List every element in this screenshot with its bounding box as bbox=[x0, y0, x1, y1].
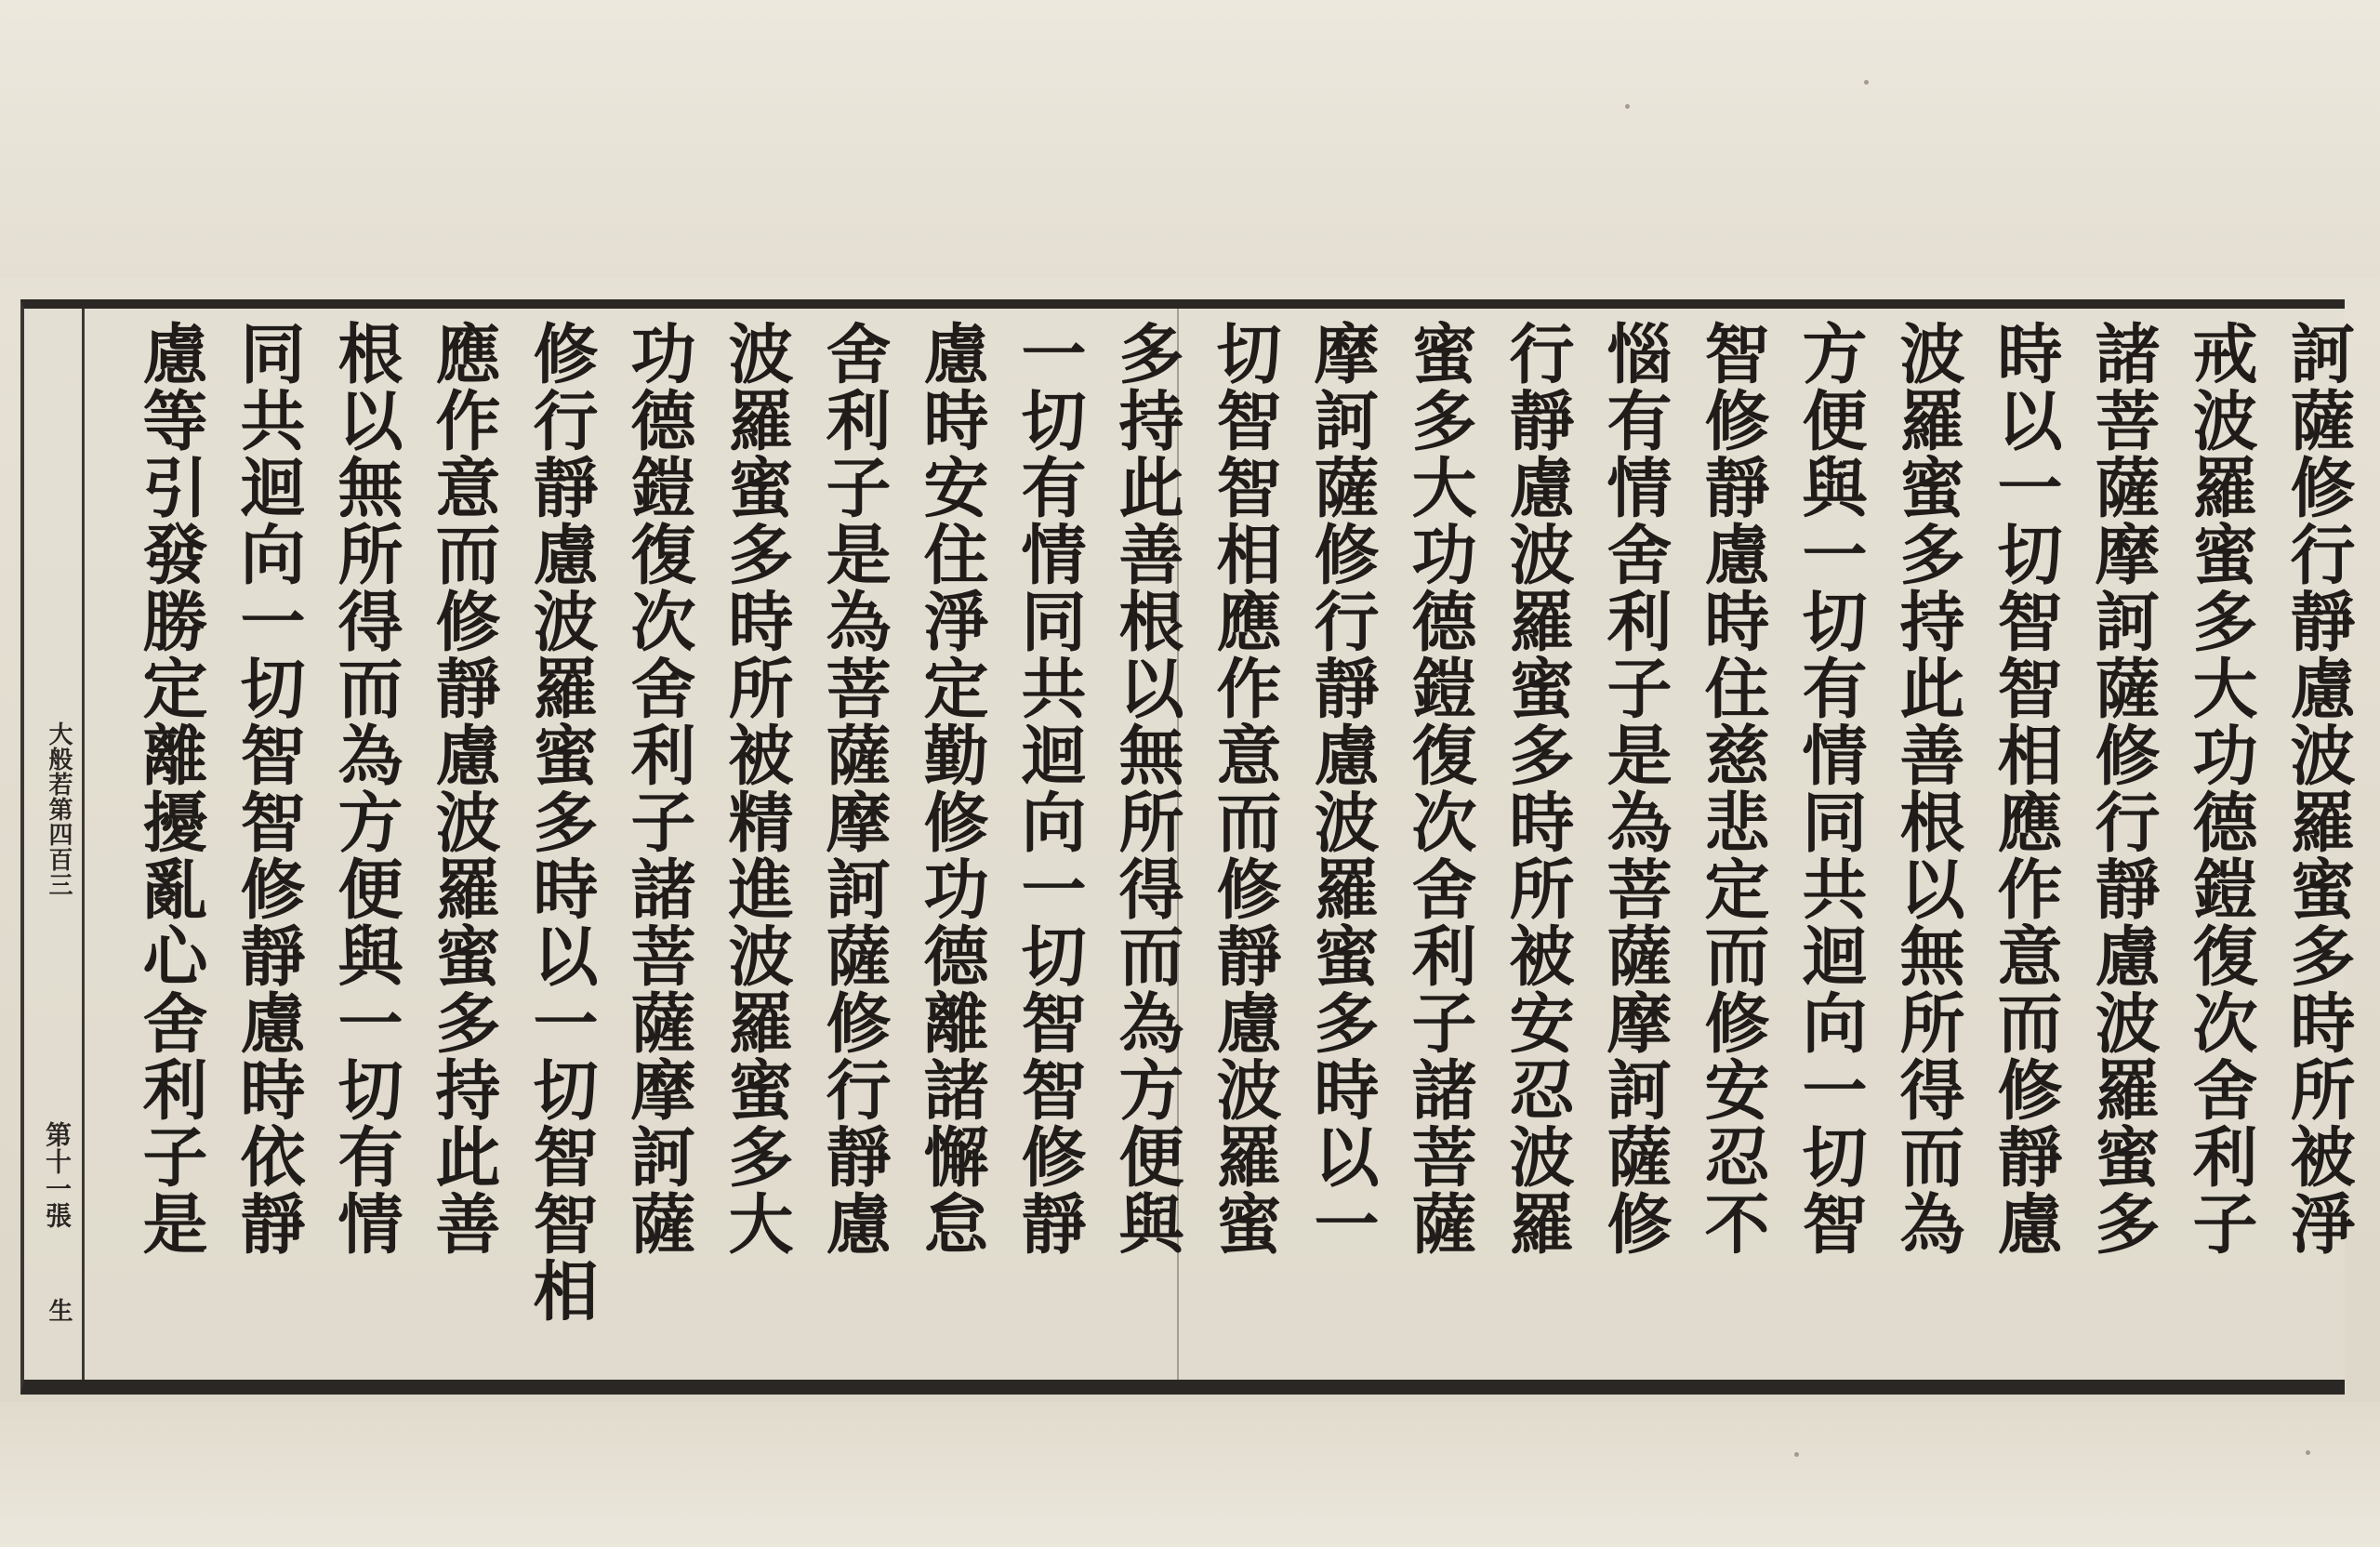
text-column: 根以無所得而為方便與一切有情 bbox=[327, 320, 404, 1257]
text-column: 諸菩薩摩訶薩修行靜慮波羅蜜多 bbox=[2084, 320, 2162, 1257]
text-column: 行靜慮波羅蜜多時所被安忍波羅 bbox=[1499, 320, 1576, 1257]
text-column: 慮等引發勝定離擾亂心舍利子是 bbox=[132, 320, 209, 1257]
ink-speck bbox=[1794, 1452, 1799, 1457]
margin-page-number: 第十一張 bbox=[42, 1121, 73, 1229]
top-blank-paper bbox=[0, 0, 2380, 279]
text-column: 切智智相應作意而修靜慮波羅蜜 bbox=[1206, 320, 1283, 1257]
text-column: 波羅蜜多時所被精進波羅蜜多大 bbox=[718, 320, 795, 1257]
text-column: 方便與一切有情同共迴向一切智 bbox=[1792, 320, 1869, 1257]
ink-speck bbox=[1625, 104, 1630, 109]
printed-text-frame bbox=[20, 299, 2357, 1395]
ink-speck bbox=[2306, 1450, 2310, 1455]
text-column: 惱有情舍利子是為菩薩摩訶薩修 bbox=[1596, 320, 1673, 1257]
text-column: 訶薩修行靜慮波羅蜜多時所被淨 bbox=[2280, 320, 2357, 1257]
text-column: 慮時安住淨定勤修功德離諸懈怠 bbox=[913, 320, 990, 1257]
margin-title-note: 大般若第四百三 bbox=[45, 721, 73, 897]
text-column: 舍利子是為菩薩摩訶薩修行靜慮 bbox=[815, 320, 892, 1257]
text-column: 修行靜慮波羅蜜多時以一切智智相 bbox=[522, 320, 600, 1324]
ink-speck bbox=[1864, 80, 1869, 85]
sutra-text-block bbox=[24, 309, 2367, 1378]
text-column: 同共迴向一切智智修靜慮時依靜 bbox=[230, 320, 307, 1257]
text-column: 波羅蜜多持此善根以無所得而為 bbox=[1889, 320, 1966, 1257]
text-column: 多持此善根以無所得而為方便與 bbox=[1108, 320, 1185, 1257]
text-column: 應作意而修靜慮波羅蜜多持此善 bbox=[425, 320, 502, 1257]
bottom-blank-paper bbox=[0, 1402, 2380, 1547]
text-column: 一切有情同共迴向一切智智修靜 bbox=[1011, 320, 1088, 1257]
text-column: 摩訶薩修行靜慮波羅蜜多時以一 bbox=[1303, 320, 1381, 1257]
text-column: 功德鎧復次舍利子諸菩薩摩訶薩 bbox=[620, 320, 697, 1257]
text-column: 時以一切智智相應作意而修靜慮 bbox=[1987, 320, 2064, 1257]
text-column: 智修靜慮時住慈悲定而修安忍不 bbox=[1694, 320, 1771, 1257]
margin-notes bbox=[22, 303, 78, 1391]
text-column: 戒波羅蜜多大功德鎧復次舍利子 bbox=[2182, 320, 2259, 1257]
text-column: 蜜多大功德鎧復次舍利子諸菩薩 bbox=[1401, 320, 1478, 1257]
margin-mark: 生 bbox=[45, 1298, 73, 1322]
